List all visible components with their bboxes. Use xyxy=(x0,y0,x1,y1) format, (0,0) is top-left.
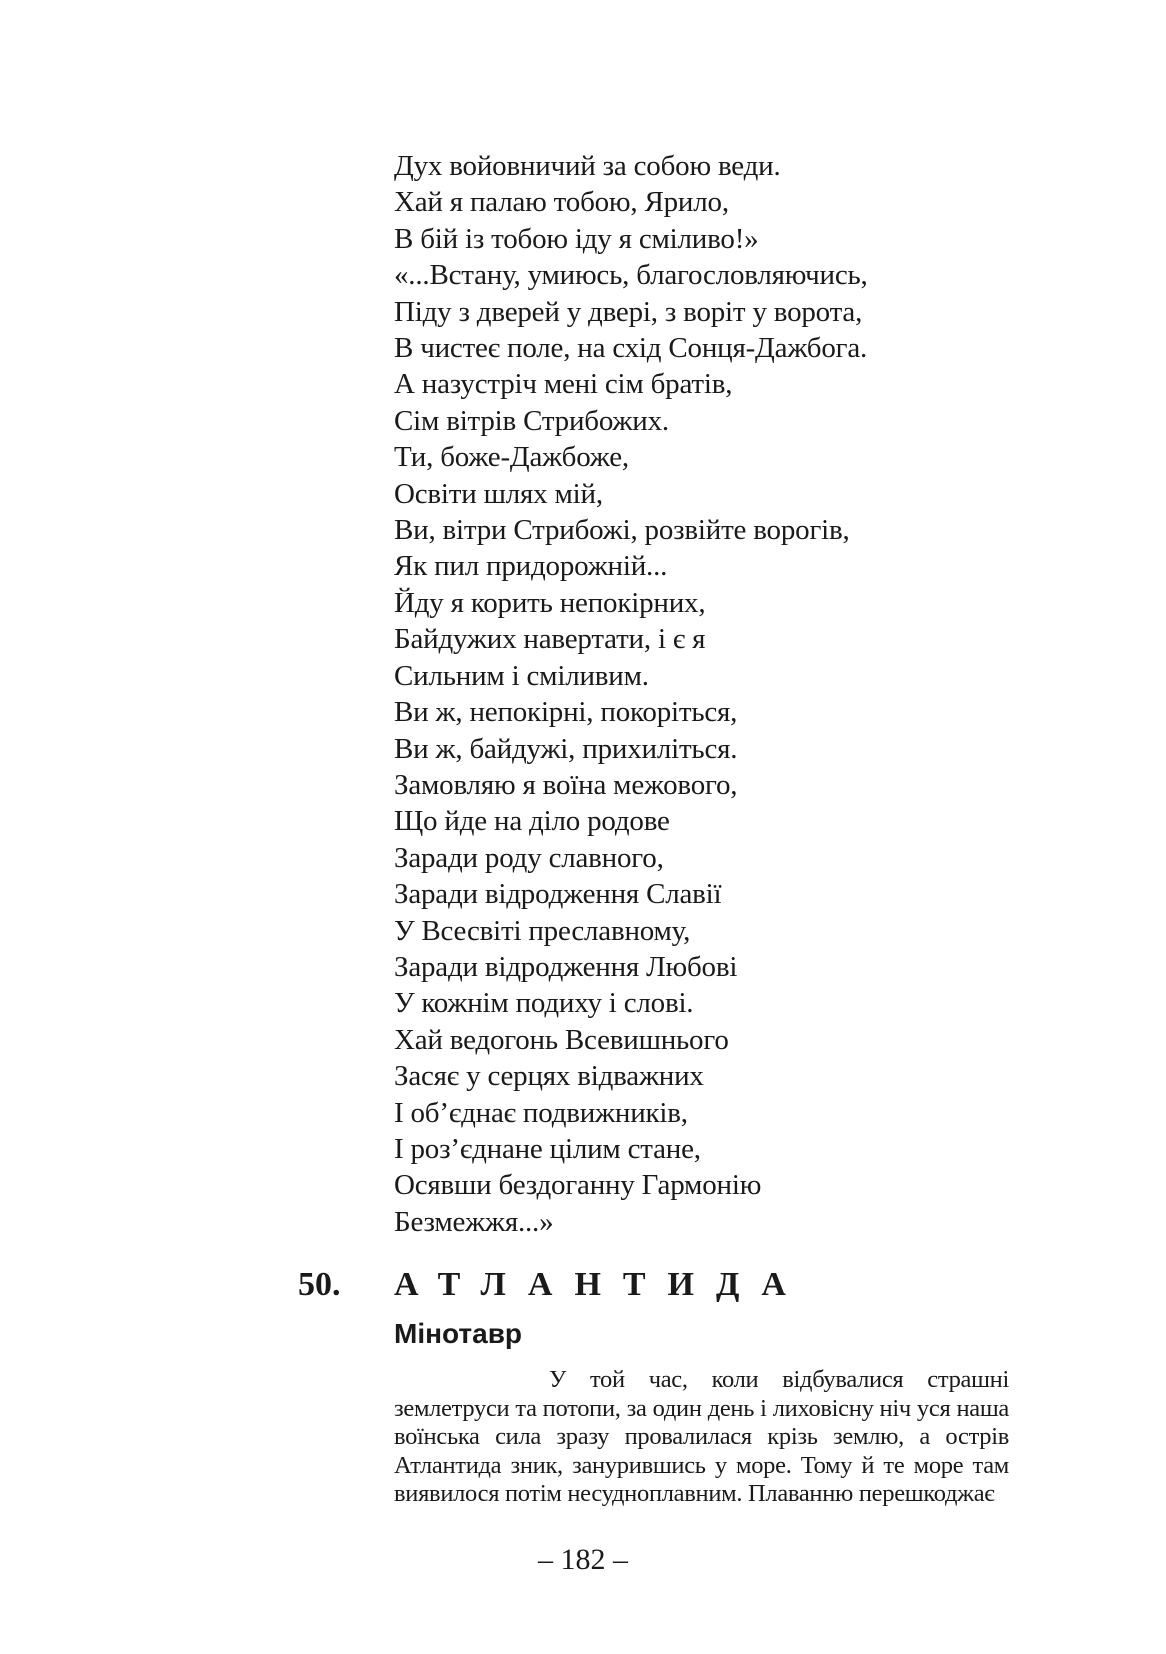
poem-line: Заради відродження Любові xyxy=(394,950,738,983)
poem-line: І об’єднає подвижників, xyxy=(394,1096,688,1129)
poem-line: Хай я палаю тобою, Ярило, xyxy=(394,186,729,219)
poem-line: Засяє у серцях відважних xyxy=(394,1060,704,1093)
poem-line: Замовляю я воїна межового, xyxy=(394,768,738,801)
poem-line: Заради відродження Славії xyxy=(394,878,722,911)
poem-line: Піду з дверей у двері, з воріт у ворота, xyxy=(394,295,863,328)
section-subtitle: Мінотавр xyxy=(394,1318,523,1349)
poem-line: І роз’єднане цілим стане, xyxy=(394,1132,701,1165)
poem-line: Йду я корить непокірних, xyxy=(394,586,706,619)
poem-line: Ви ж, байдужі, прихиліться. xyxy=(394,732,738,765)
poem-line: Ви ж, непокірні, покоріться, xyxy=(394,696,738,729)
poem-line: Сім вітрів Стрибожих. xyxy=(394,404,669,437)
poem-text xyxy=(394,148,1034,1240)
poem-line: В бій із тобою іду я сміливо!» xyxy=(394,222,759,255)
section-number: 50. xyxy=(298,1266,341,1303)
poem-line: Безмежжя...» xyxy=(394,1205,554,1238)
poem-line: Що йде на діло родове xyxy=(394,805,670,838)
page-number: – 182 – xyxy=(538,1543,628,1576)
poem-line: Ви, вітри Стрибожі, розвійте ворогів, xyxy=(394,514,850,547)
poem-line: А назустріч мені сім братів, xyxy=(394,368,733,401)
poem-line: Освіти шлях мій, xyxy=(394,477,603,510)
section-title: АТЛАНТИДА xyxy=(394,1266,808,1303)
poem-line: Як пил придорожній... xyxy=(394,550,668,583)
prose-paragraph: У той час, коли відбувалися страшні землетруси та потопи, за один день і лиховісну ніч уся наша воїнська сила зразу провалилася крізь землю, а острів Атлантида зник, занурившись у море. Тому й те море там виявилося потім несудноплавним. Плаванню перешкоджає xyxy=(394,1366,1009,1508)
poem-line: В чистеє поле, на схід Сонця-Дажбога. xyxy=(394,332,868,365)
poem-line: Сильним і сміливим. xyxy=(394,659,649,692)
poem-line: Хай ведогонь Всевишнього xyxy=(394,1023,729,1056)
poem-line: Осявши бездоганну Гармонію xyxy=(394,1169,762,1202)
poem-line: У Всесвіті преславному, xyxy=(394,914,691,947)
poem-line: Заради роду славного, xyxy=(394,841,664,874)
poem-line: У кожнім подиху і слові. xyxy=(394,987,694,1020)
poem-line: Дух войовничий за собою веди. xyxy=(394,150,781,182)
poem-line: «...Встану, умиюсь, благословляючись, xyxy=(394,259,868,292)
poem-line: Байдужих навертати, і є я xyxy=(394,623,706,656)
poem-line: Ти, боже-Дажбоже, xyxy=(394,441,629,474)
